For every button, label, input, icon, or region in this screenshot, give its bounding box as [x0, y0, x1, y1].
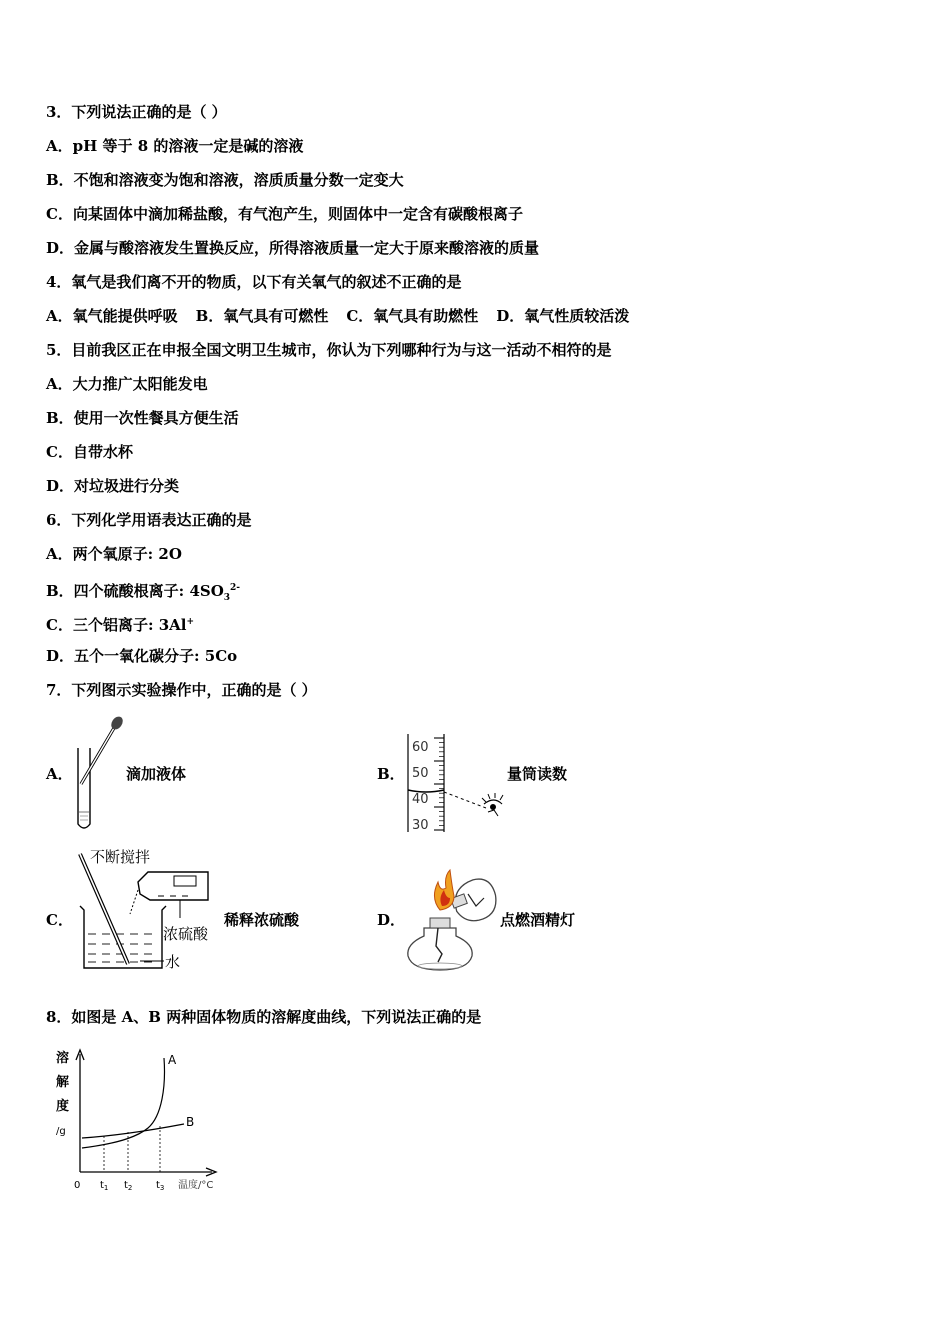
y-label-char-3: 度	[56, 1099, 70, 1114]
q4-option-d: D．氧气性质较活泼	[496, 307, 630, 325]
q4-option-b: B．氧气具有可燃性	[195, 307, 329, 325]
q7-c-label: 稀释浓硫酸	[224, 911, 300, 929]
curve-A-label: A	[168, 1053, 177, 1067]
q6-option-b-superscript: 2-	[230, 583, 241, 593]
q6-option-b	[46, 578, 240, 608]
q7-b-label: 量筒读数	[507, 765, 568, 783]
sight-line	[444, 792, 486, 808]
q7-d-label: 点燃酒精灯	[500, 911, 576, 929]
test-tube	[78, 748, 90, 828]
cylinder-tick-marks	[434, 738, 444, 830]
curve-A	[82, 1058, 164, 1148]
dropper	[81, 714, 125, 784]
curve-B-label: B	[186, 1115, 195, 1129]
q3-option-d: D．金属与酸溶液发生置换反应，所得溶液质量一定大于原来酸溶液的质量	[46, 239, 540, 257]
q6-option-b-subscript: 3	[223, 593, 231, 603]
y-label-char-4: /g	[56, 1126, 66, 1137]
beaker	[80, 906, 166, 968]
q7-c-letter: C．	[46, 911, 73, 929]
q6-option-d: D．五个一氧化碳分子: 5Co	[46, 647, 238, 665]
q6-stem: 6．下列化学用语表达正确的是	[46, 511, 252, 529]
axes	[76, 1050, 216, 1176]
x-tick-label-t2: $t_2$	[124, 1180, 133, 1192]
q5-stem: 5．目前我区正在申报全国文明卫生城市，你认为下列哪种行为与这一活动不相符的是	[46, 341, 612, 359]
q8-stem: 8．如图是 A、B 两种固体物质的溶解度曲线，下列说法正确的是	[46, 1008, 482, 1026]
tick-label-60: 60	[412, 740, 429, 755]
y-axis-label	[56, 1050, 70, 1137]
glass-rod	[80, 854, 128, 964]
y-label-char-1: 溶	[56, 1051, 70, 1066]
q4-stem: 4．氧气是我们离不开的物质，以下有关氧气的叙述不正确的是	[46, 273, 462, 291]
acid-label: 浓硫酸	[163, 925, 209, 943]
q3-option-b: B．不饱和溶液变为饱和溶液，溶质质量分数一定变大	[46, 171, 404, 189]
q4-options	[46, 306, 647, 326]
q7-b-letter: B．	[377, 765, 405, 783]
q5-option-d: D．对垃圾进行分类	[46, 477, 180, 495]
eye-icon	[482, 793, 503, 816]
q3-option-a: A．pH 等于 8 的溶液一定是碱的溶液	[46, 137, 304, 155]
x-tick-label-t1: $t_1$	[100, 1180, 109, 1192]
q5-option-c: C．自带水杯	[46, 443, 133, 461]
graduated-cylinder-figure	[402, 732, 512, 836]
alcohol-lamp-figure	[400, 866, 504, 974]
flame-icon	[434, 870, 454, 910]
q6-option-c-text: C．三个铝离子: 3Al	[46, 616, 187, 634]
q7-a-label: 滴加液体	[126, 765, 187, 783]
q6-option-c	[46, 612, 194, 635]
x-axis-label: 温度/°C	[178, 1180, 214, 1191]
tick-label-30: 30	[412, 818, 429, 833]
q5-option-b: B．使用一次性餐具方便生活	[46, 409, 239, 427]
q7-stem: 7．下列图示实验操作中，正确的是（ ）	[46, 681, 317, 699]
q5-option-a: A．大力推广太阳能发电	[46, 375, 208, 393]
q3-option-c: C．向某固体中滴加稀盐酸，有气泡产生，则固体中一定含有碳酸根离子	[46, 205, 523, 223]
q4-option-a: A．氧气能提供呼吸	[46, 307, 178, 325]
q6-option-b-text: B．四个硫酸根离子: 4SO	[46, 582, 224, 600]
x-tick-label-t3: $t_3$	[156, 1180, 165, 1192]
q6-option-a: A．两个氧原子: 2O	[46, 545, 182, 563]
q7-d-letter: D．	[377, 911, 406, 929]
solubility-chart	[52, 1046, 232, 1196]
water-label: 水	[165, 953, 181, 971]
q6-option-c-superscript: +	[186, 617, 195, 627]
q7-a-letter: A．	[46, 765, 73, 783]
chart-marks	[82, 1053, 194, 1192]
lower-lamp	[408, 918, 472, 970]
acid-bottle	[130, 872, 208, 914]
q3-stem: 3．下列说法正确的是（ ）	[46, 103, 227, 121]
stir-label: 不断搅拌	[90, 848, 151, 866]
dilute-acid-figure	[68, 840, 228, 976]
tick-label-40: 40	[412, 792, 429, 807]
y-label-char-2: 解	[56, 1075, 70, 1090]
q4-option-c: C．氧气具有助燃性	[346, 307, 479, 325]
meniscus	[408, 790, 444, 792]
upper-lamp	[448, 874, 501, 926]
dropper-test-tube-figure	[68, 712, 128, 836]
tick-label-50: 50	[412, 766, 429, 781]
origin-label: 0	[74, 1180, 81, 1191]
